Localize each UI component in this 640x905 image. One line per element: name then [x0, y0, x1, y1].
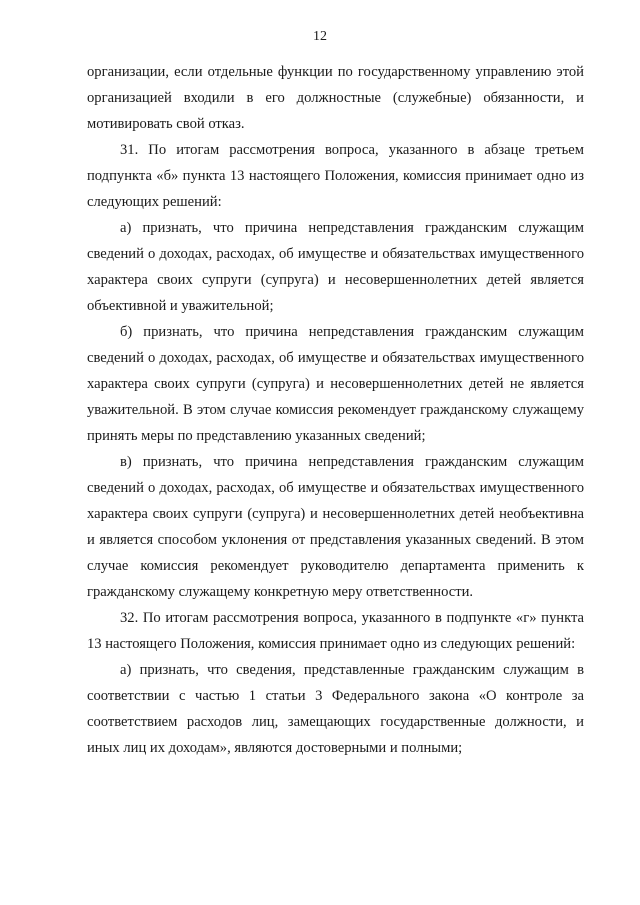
paragraph-item-31-v: в) признать, что причина непредставления гражданским служащим сведений о доходах, расходах, об имуществе и обязательствах имущественного характера своих супруги (супруга) и несовершеннолетних детей необъективна и является способом уклонения от представления указанных сведений. В этом случае комиссия рекомендует руководителю департамента применить к гражданскому служащему конкретную меру ответственности.: [87, 454, 584, 600]
paragraph-item-32-a: а) признать, что сведения, представленные гражданским служащим в соответствии с частью 1 статьи 3 Федерального закона «О контроле за соответствием расходов лиц, замещающих государственные должности, и иных лиц их доходам», являются достоверными и полными;: [87, 662, 584, 756]
paragraph-item-31-a: а) признать, что причина непредставления гражданским служащим сведений о доходах, расходах, об имуществе и обязательствах имущественного характера своих супруги (супруга) и несовершеннолетних детей является объективной и уважительной;: [87, 220, 584, 314]
paragraph-item-31: 31. По итогам рассмотрения вопроса, указанного в абзаце третьем подпункта «б» пункта 13 настоящего Положения, комиссия принимает одно из следующих решений:: [87, 142, 584, 210]
paragraph-item-32: 32. По итогам рассмотрения вопроса, указанного в подпункте «г» пункта 13 настоящего Положения, комиссия принимает одно из следующих решений:: [87, 610, 584, 652]
document-body: [87, 59, 584, 761]
paragraph-item-31-b: б) признать, что причина непредставления гражданским служащим сведений о доходах, расходах, об имуществе и обязательствах имущественного характера своих супруги (супруга) и несовершеннолетних детей не является уважительной. В этом случае комиссия рекомендует гражданскому служащему принять меры по представлению указанных сведений;: [87, 324, 584, 444]
paragraph-continuation: организации, если отдельные функции по государственному управлению этой организацией входили в его должностные (служебные) обязанности, и мотивировать свой отказ.: [87, 64, 584, 132]
page-number: 12: [313, 29, 327, 44]
